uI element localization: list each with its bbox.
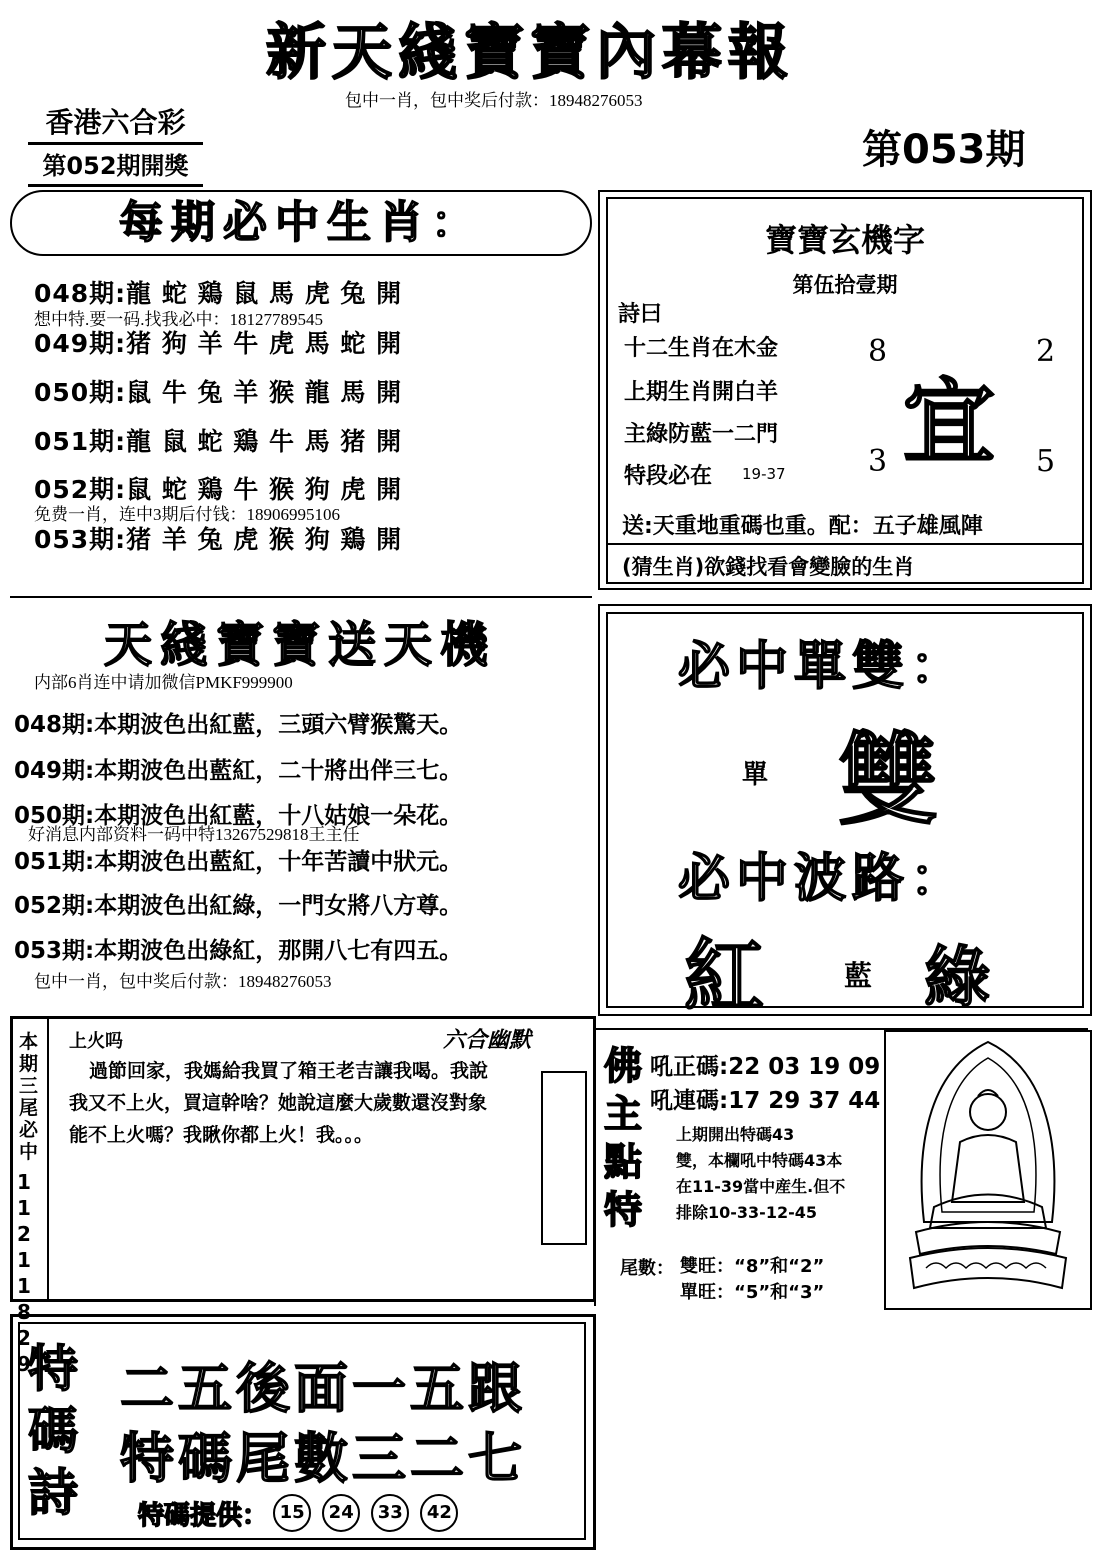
zodiac-heading-box [10,190,592,256]
joke-side-label: 本期三尾必中 [19,1031,39,1163]
joke-side-numbers: 11 21 18 29 [17,1170,31,1376]
number-ball: 15 [273,1494,311,1532]
buddha-note: 上期開出特碼43 [676,1125,795,1144]
brand-label: 香港六合彩 [45,106,186,139]
provide-label: 特碼提供： [138,1501,269,1531]
tianji-row: 053期:本期波色出綠紅，那開八七有四五。 [14,938,463,964]
even-label: 雙 [838,721,938,839]
joke-title: 上火吗 [69,1031,123,1052]
wave-heading: 必中波路： [678,848,969,909]
tianji-row: 049期:本期波色出藍紅，二十將出伴三七。 [14,758,463,784]
draw-box [28,148,203,187]
tianji-row: 048期:本期波色出紅藍，三頭六臂猴驚天。 [14,712,463,738]
corner-number: 3 [868,444,888,479]
poem-line1: 二五後面一五跟 [120,1356,526,1420]
number-ball: 33 [371,1494,409,1532]
poem-label: 詩曰 [618,302,663,327]
buddha-note: 排除10-33-12-45 [676,1203,817,1222]
zodiac-row: 051期:龍 鼠 蛇 鶏 牛 馬 猪 開 [34,427,403,456]
buddha-side-label: 佛主點特 [604,1043,643,1232]
tianji-row: 051期:本期波色出藍紅，十年苦讀中狀元。 [14,849,463,875]
zodiac-row: 050期:鼠 牛 兔 羊 猴 龍 馬 開 [34,378,403,407]
zodiac-heading: 每期必中生肖： [119,197,483,248]
zodiac-row: 052期:鼠 蛇 鶏 牛 猴 狗 虎 開 [34,475,403,504]
riddle-glyph: 宜 [903,368,996,476]
riddle-send: 送:天重地重碼也重。配：五子雄風陣 [622,514,983,539]
number-ball: 42 [420,1494,458,1532]
zodiac-row: 048期:龍 蛇 鶏 鼠 馬 虎 兔 開 [34,279,403,308]
corner-number: 2 [1036,334,1056,369]
draw-label: 第052期開獎 [42,152,189,180]
riddle-line: 主綠防藍一二門 [624,422,779,447]
riddle-box [606,197,1084,584]
divider-vertical [594,1016,596,1306]
tail-label: 尾數： [620,1258,674,1279]
buddha-line1: 吼正碼:22 03 19 09 [650,1054,881,1080]
buddha-illustration [886,1032,1090,1308]
poem-side-label: 特碼詩 [28,1339,78,1522]
buddha-image-frame [884,1030,1092,1310]
joke-text: 過節回家，我媽給我買了箱王老吉讓我喝。我說我又不上火，買這幹啥？她說這麼大歲數還沒對象能不上火嗎？我瞅你都上火！我。。。 [69,1060,489,1146]
divider-horizontal [594,1028,1088,1030]
brand-box [28,104,203,145]
buddha-box [596,1030,886,1306]
riddle-title: 寶寶玄機字 [764,221,925,259]
ad-tianji: 内部6肖连中请加微信PMKF999900 [34,673,293,692]
poem-line2: 特碼尾數三二七 [120,1426,526,1490]
zodiac-row: 049期:猪 狗 羊 牛 虎 馬 蛇 開 [34,329,403,358]
corner-number: 5 [1036,444,1056,479]
poem-provide-row [138,1494,464,1532]
joke-signature: 六合幽默 [443,1028,532,1053]
odd-label: 單 [742,760,769,790]
wave-red: 紅 [684,929,764,1023]
riddle-period: 第伍拾壹期 [792,273,898,297]
tail-odd: 單旺：“5”和“3” [680,1282,825,1303]
ad-tianji-2: 好消息内部资料一码中特13267529818王主任 [28,825,360,844]
ad-zodiac-2: 免费一肖，连中3期后付钱：18906995106 [34,505,340,524]
buddha-note: 在11-39當中産生.但不 [676,1177,846,1196]
buddha-note: 雙，本欄吼中特碼43本 [676,1151,843,1170]
joke-box [10,1016,596,1376]
poem-box [18,1322,586,1540]
riddle-footer: (猜生肖)欲錢找看會變臉的生肖 [622,555,915,579]
oddeven-box [606,612,1084,1023]
riddle-line: 特段必在 [624,464,713,489]
joke-side [13,1019,49,1376]
riddle-line: 上期生肖開白羊 [624,380,779,405]
zodiac-row: 053期:猪 羊 兔 虎 猴 狗 鶏 開 [34,525,403,554]
tianji-heading: 天綫寶寶送天機 [103,617,496,673]
wave-blue: 藍 [844,959,873,992]
page-title: 新天綫寶寶內幕報 [266,18,794,88]
ad-tianji-3: 包中一肖，包中奖后付款：18948276053 [34,972,332,991]
riddle-line: 十二生肖在木金 [624,336,779,361]
corner-number: 8 [868,334,888,369]
issue-number: 第053期 [862,127,1026,173]
number-ball: 24 [322,1494,360,1532]
riddle-divider [608,543,1082,545]
section-divider [10,596,592,598]
tianji-row: 052期:本期波色出紅綠，一門女將八方尊。 [14,893,463,919]
tianji-row: 050期:本期波色出紅藍，十八姑娘一朵花。 [14,803,463,829]
tail-even: 雙旺：“8”和“2” [680,1256,825,1277]
riddle-range: 19-37 [742,465,786,483]
ad-zodiac-1: 想中特.要一码.找我必中：18127789545 [34,310,323,329]
wave-green: 綠 [924,938,990,1016]
ad-top: 包中一肖，包中奖后付款：18948276053 [345,91,643,110]
joke-empty-box [541,1071,587,1245]
oddeven-heading: 必中單雙： [678,636,969,697]
buddha-line2: 吼連碼:17 29 37 44 [650,1088,881,1114]
